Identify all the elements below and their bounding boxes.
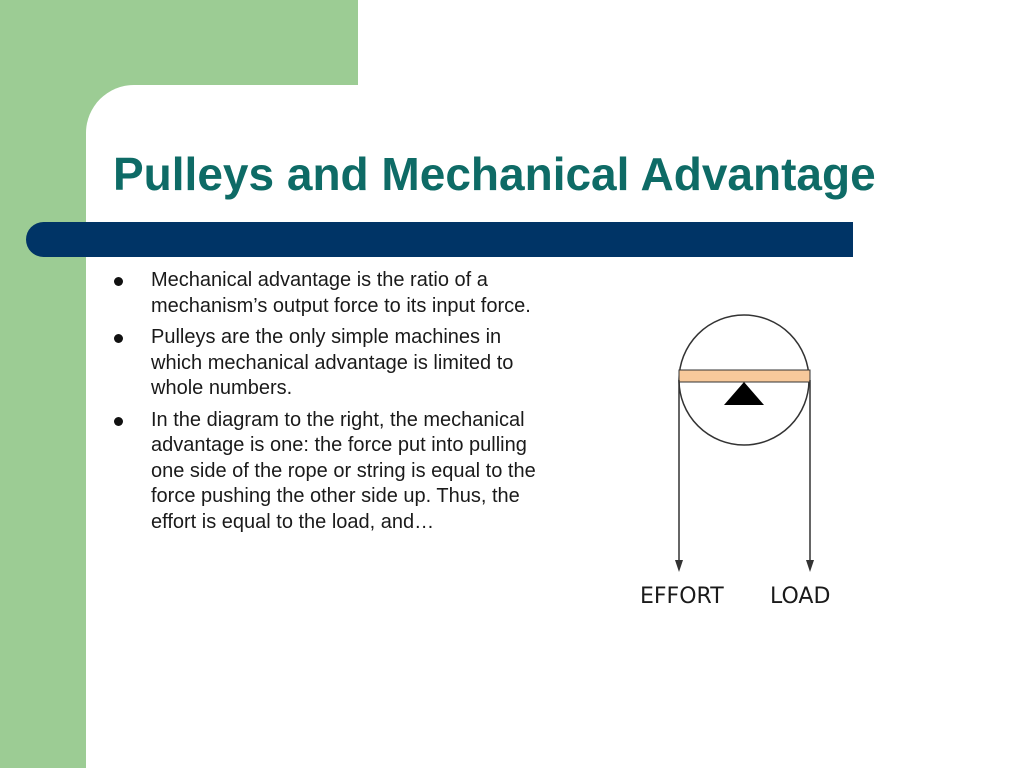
bullet-dot-icon <box>114 277 123 286</box>
bullet-dot-icon <box>114 334 123 343</box>
bullet-list <box>113 268 553 541</box>
effort-arrow-icon <box>675 560 683 572</box>
bullet-text: Pulleys are the only simple machines in which mechanical advantage is limited to whole numbers. <box>151 326 514 399</box>
pulley-diagram <box>600 300 880 620</box>
bullet-item <box>113 268 553 319</box>
title-underline-bar <box>26 222 853 257</box>
background-accent-strip <box>0 0 86 768</box>
pulley-beam <box>679 370 810 382</box>
bullet-text: In the diagram to the right, the mechanical advantage is one: the force put into pulling one side of the rope or string is equal to the force pushing the other side up. Thus, the effort is equal to the load, and… <box>151 408 536 533</box>
bullet-item <box>113 408 553 536</box>
load-arrow-icon <box>806 560 814 572</box>
slide-title: Pulleys and Mechanical Advantage <box>113 148 876 200</box>
load-label: LOAD <box>770 584 831 609</box>
effort-label: EFFORT <box>640 584 724 609</box>
bullet-item <box>113 325 553 402</box>
bullet-text: Mechanical advantage is the ratio of a mechanism’s output force to its input force. <box>151 269 531 317</box>
bullet-dot-icon <box>114 417 123 426</box>
